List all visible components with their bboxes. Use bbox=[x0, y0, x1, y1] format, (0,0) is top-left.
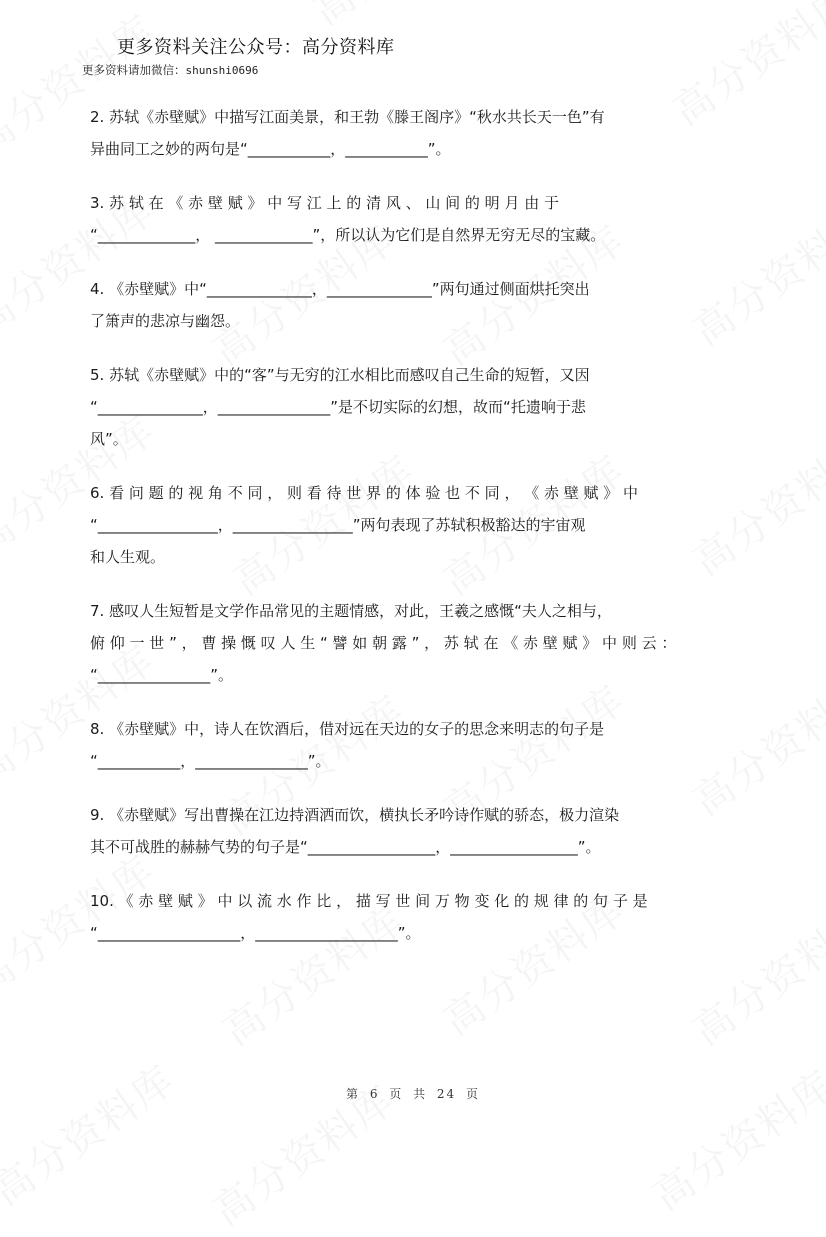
watermark bbox=[640, 1055, 826, 1222]
question-line: 7. 感叹人生短暂是文学作品常见的主题情感，对此，王羲之感慨“夫人之相与， bbox=[90, 602, 612, 620]
page-number-footer: 第 6 页 共 24 页 bbox=[346, 1087, 480, 1101]
question-line: 10. 《 赤 壁 赋 》 中 以 流 水 作 比 ， 描 写 世 间 万 物 变 化 的 规 律 的 句 子 是 bbox=[90, 892, 648, 910]
watermark bbox=[300, 0, 505, 37]
question-2 bbox=[90, 101, 736, 165]
question-line: 风”。 bbox=[90, 430, 128, 448]
question-line: 6. 看 问 题 的 视 角 不 同 ， 则 看 待 世 界 的 体 验 也 不 同 ， 《 赤 壁 赋 》 中 bbox=[90, 484, 639, 502]
question-line: 其不可战胜的赫赫气势的句子是“_________________，_________________”。 bbox=[90, 838, 601, 856]
question-10 bbox=[90, 885, 736, 949]
question-line: 俯 仰 一 世 ” ， 曹 操 慨 叹 人 生 “ 譬 如 朝 露 ” ， 苏 轼 在 《 赤 壁 赋 》 中 则 云 ： bbox=[90, 634, 677, 652]
page-header-title: 更多资料关注公众号：高分资料库 bbox=[117, 37, 395, 58]
question-line: 5. 苏轼《赤壁赋》中的“客”与无穷的江水相比而感叹自己生命的短暂，又因 bbox=[90, 366, 590, 384]
question-line: “_______________”。 bbox=[90, 666, 234, 684]
question-line: “_____________， _____________”，所以认为它们是自然界无穷无尽的宝藏。 bbox=[90, 226, 606, 244]
question-3 bbox=[90, 187, 736, 251]
question-line: “___________，_______________”。 bbox=[90, 752, 331, 770]
watermark bbox=[0, 1050, 185, 1217]
question-9 bbox=[90, 799, 736, 863]
question-line: 3. 苏 轼 在 《 赤 壁 赋 》 中 写 江 上 的 清 风 、 山 间 的 明 月 由 于 bbox=[90, 194, 559, 212]
question-4 bbox=[90, 273, 736, 337]
question-line: 2. 苏轼《赤壁赋》中描写江面美景，和王勃《滕王阁序》“秋水共长天一色”有 bbox=[90, 108, 605, 126]
question-8 bbox=[90, 713, 736, 777]
page-header-contact bbox=[82, 62, 258, 78]
question-6 bbox=[90, 477, 736, 573]
question-line: “________________，________________”两句表现了苏轼积极豁达的宇宙观 bbox=[90, 516, 586, 534]
question-5 bbox=[90, 359, 736, 455]
question-list bbox=[90, 101, 736, 971]
question-line: 和人生观。 bbox=[90, 548, 166, 566]
question-line: “______________，_______________”是不切实际的幻想，故而“托遗响于悲 bbox=[90, 398, 586, 416]
question-line: 4. 《赤壁赋》中“______________，______________”两句通过侧面烘托突出 bbox=[90, 280, 590, 298]
question-7 bbox=[90, 595, 736, 691]
question-line: 了箫声的悲凉与幽怨。 bbox=[90, 312, 241, 330]
contact-label: 更多资料请加微信： bbox=[82, 63, 186, 77]
question-line: 8. 《赤壁赋》中，诗人在饮酒后，借对远在天边的女子的思念来明志的句子是 bbox=[90, 720, 605, 738]
question-line: 异曲同工之妙的两句是“___________，___________”。 bbox=[90, 140, 451, 158]
question-line: “___________________，___________________”。 bbox=[90, 924, 421, 942]
question-line: 9. 《赤壁赋》写出曹操在江边持酒洒而饮，横执长矛吟诗作赋的骄态，极力渲染 bbox=[90, 806, 620, 824]
contact-id: shunshi0696 bbox=[185, 64, 259, 77]
